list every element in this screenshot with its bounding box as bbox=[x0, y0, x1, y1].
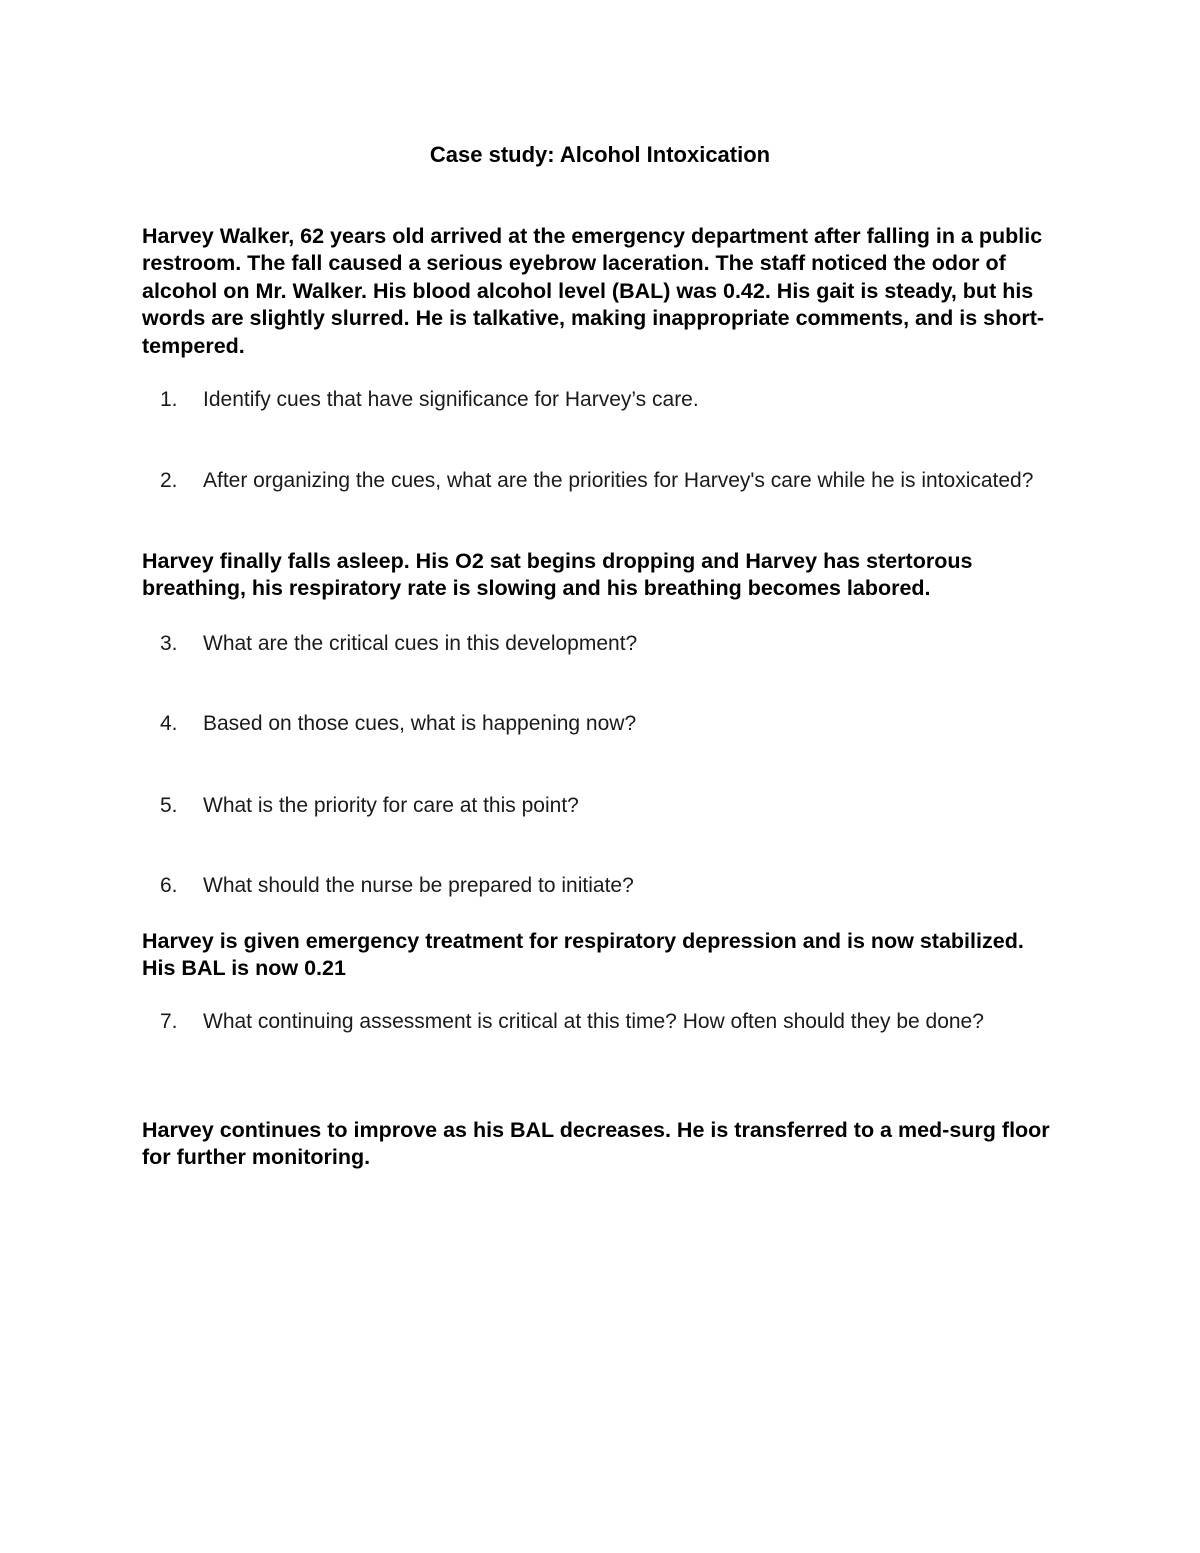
question-item bbox=[160, 467, 1060, 494]
question-item bbox=[160, 792, 1060, 819]
question-text: After organizing the cues, what are the priorities for Harvey's care while he is intoxicated? bbox=[203, 469, 1034, 492]
intro-paragraph: Harvey Walker, 62 years old arrived at the emergency department after falling in a public restroom. The fall caused a serious eyebrow laceration. The staff noticed the odor of alcohol on Mr. Walker. His blood alcohol level (BAL) was 0.42. His gait is steady, but his words are slightly slurred. He is talkative, making inappropriate comments, and is short-tempered. bbox=[142, 224, 1045, 358]
question-item bbox=[160, 710, 1060, 737]
question-number: 1. bbox=[160, 388, 178, 411]
question-number: 7. bbox=[160, 1010, 178, 1033]
question-number: 5. bbox=[160, 794, 178, 817]
question-text: What are the critical cues in this development? bbox=[203, 632, 638, 655]
question-item bbox=[160, 386, 1060, 413]
question-number: 4. bbox=[160, 712, 178, 735]
question-item bbox=[160, 872, 1060, 899]
question-text: What is the priority for care at this point? bbox=[203, 794, 579, 817]
question-item bbox=[160, 1008, 1060, 1035]
question-number: 6. bbox=[160, 874, 178, 897]
question-text: What should the nurse be prepared to initiate? bbox=[203, 874, 634, 897]
question-number: 3. bbox=[160, 632, 178, 655]
development-paragraph: Harvey finally falls asleep. His O2 sat begins dropping and Harvey has stertorous breathing, his respiratory rate is slowing and his breathing becomes labored. bbox=[142, 549, 973, 601]
document-title: Case study: Alcohol Intoxication bbox=[429, 142, 771, 167]
question-text: What continuing assessment is critical at this time? How often should they be done? bbox=[203, 1010, 984, 1033]
conclusion-paragraph: Harvey continues to improve as his BAL decreases. He is transferred to a med-surg floor for further monitoring. bbox=[142, 1118, 1050, 1170]
question-text: Based on those cues, what is happening now? bbox=[203, 712, 637, 735]
question-item bbox=[160, 630, 1060, 657]
treatment-paragraph: Harvey is given emergency treatment for respiratory depression and is now stabilized. His BAL is now 0.21 bbox=[142, 929, 1024, 981]
question-text: Identify cues that have significance for Harvey’s care. bbox=[203, 388, 699, 411]
question-number: 2. bbox=[160, 469, 178, 492]
